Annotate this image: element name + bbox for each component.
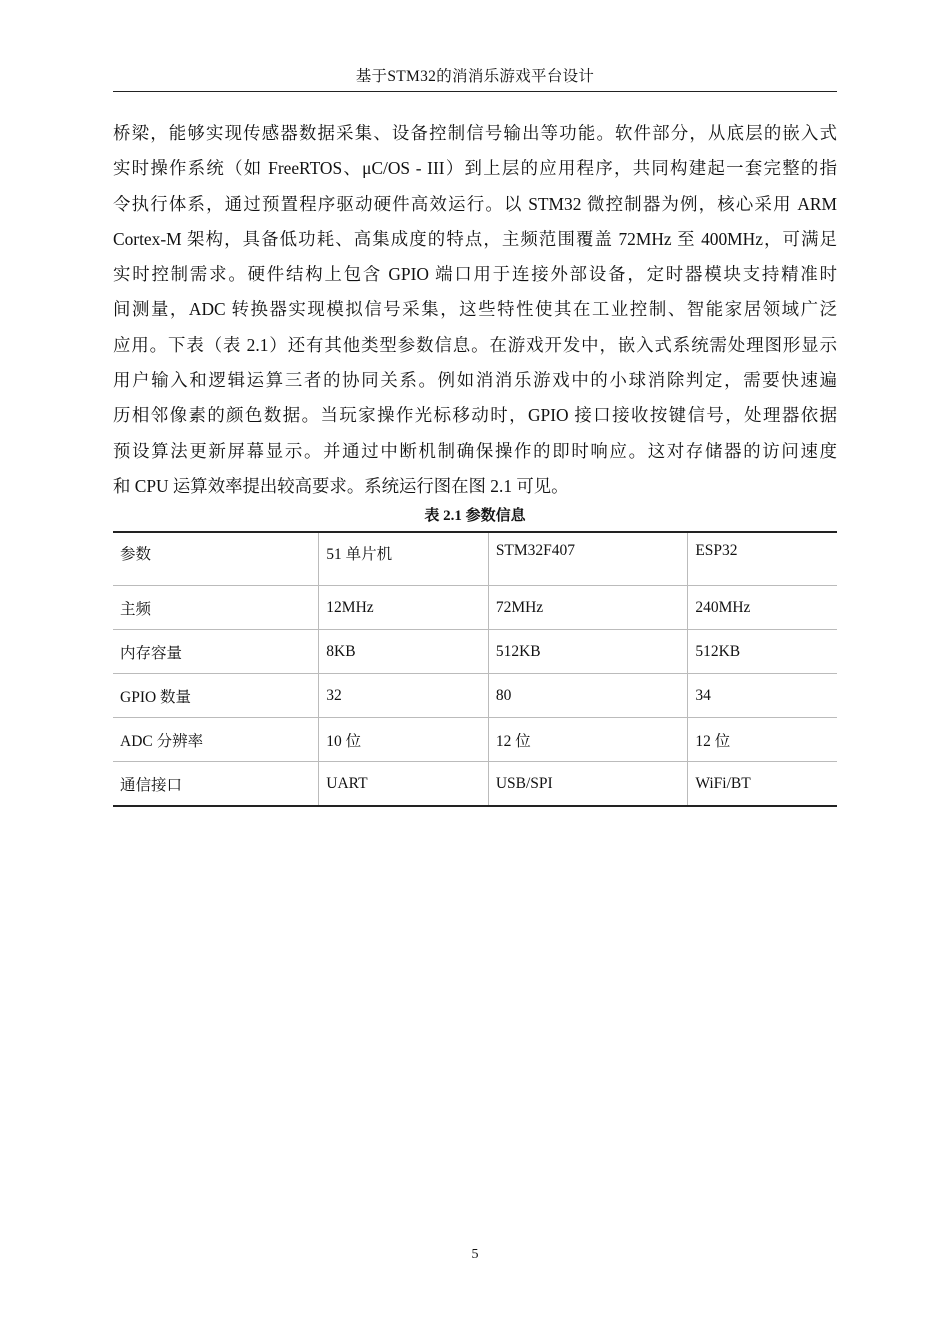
parameter-table [113, 531, 837, 807]
table-cell: 32 [319, 674, 489, 718]
table-cell: 12 位 [688, 718, 837, 762]
table-cell: 主频 [113, 586, 319, 630]
text-line: 用户输入和逻辑运算三者的协同关系。例如消消乐游戏中的小球消除判定，需要快速遍 [113, 370, 837, 391]
page-number: 5 [471, 1247, 479, 1262]
text-line: 令执行体系，通过预置程序驱动硬件高效运行。以 STM32 微控制器为例，核心采用 ARM [113, 193, 837, 214]
text-line: 应用。下表（表 2.1）还有其他类型参数信息。在游戏开发中，嵌入式系统需处理图形显示 [113, 334, 837, 355]
text-line: Cortex-M 架构，具备低功耗、高集成度的特点，主频范围覆盖 72MHz 至 400MHz，可满足 [113, 228, 837, 249]
table-cell: USB/SPI [488, 762, 688, 807]
text-line: 实时控制需求。硬件结构上包含 GPIO 端口用于连接外部设备，定时器模块支持精准时 [113, 264, 837, 285]
table-cell: 参数 [113, 532, 319, 586]
table-row [113, 762, 837, 807]
table-cell: 512KB [688, 630, 837, 674]
text-line: 预设算法更新屏幕显示。并通过中断机制确保操作的即时响应。这对存储器的访问速度 [113, 440, 837, 461]
table-cell: 240MHz [688, 586, 837, 630]
table-cell: 72MHz [488, 586, 688, 630]
table-cell: ADC 分辨率 [113, 718, 319, 762]
text-line: 实时操作系统（如 FreeRTOS、μC/OS - III）到上层的应用程序，共同构建起一套完整的指 [113, 158, 837, 179]
table-cell: ESP32 [688, 532, 837, 586]
table-cell: 通信接口 [113, 762, 319, 807]
table-cell: 12 位 [488, 718, 688, 762]
text-line: 和 CPU 运算效率提出较高要求。系统运行图在图 2.1 可见。 [113, 475, 569, 496]
table-cell: GPIO 数量 [113, 674, 319, 718]
table-cell: 512KB [488, 630, 688, 674]
table-row [113, 674, 837, 718]
table-row [113, 718, 837, 762]
table-cell: 51 单片机 [319, 532, 489, 586]
body-paragraph [113, 116, 837, 504]
page-header: 基于STM32的消消乐游戏平台设计 [113, 63, 837, 92]
table-cell: 80 [488, 674, 688, 718]
text-line: 桥梁，能够实现传感器数据采集、设备控制信号输出等功能。软件部分，从底层的嵌入式 [113, 123, 837, 143]
table-cell: 内存容量 [113, 630, 319, 674]
table-row [113, 586, 837, 630]
table-cell: 12MHz [319, 586, 489, 630]
table-row [113, 532, 837, 586]
table-cell: 10 位 [319, 718, 489, 762]
text-line: 间测量，ADC 转换器实现模拟信号采集，这些特性使其在工业控制、智能家居领域广泛 [113, 299, 837, 320]
table-cell: WiFi/BT [688, 762, 837, 807]
text-line: 历相邻像素的颜色数据。当玩家操作光标移动时，GPIO 接口接收按键信号，处理器依据 [113, 405, 837, 426]
table-cell: STM32F407 [488, 532, 688, 586]
table-caption: 表 2.1 参数信息 [424, 508, 526, 524]
table-cell: UART [319, 762, 489, 807]
table-cell: 34 [688, 674, 837, 718]
table-row [113, 630, 837, 674]
table-cell: 8KB [319, 630, 489, 674]
